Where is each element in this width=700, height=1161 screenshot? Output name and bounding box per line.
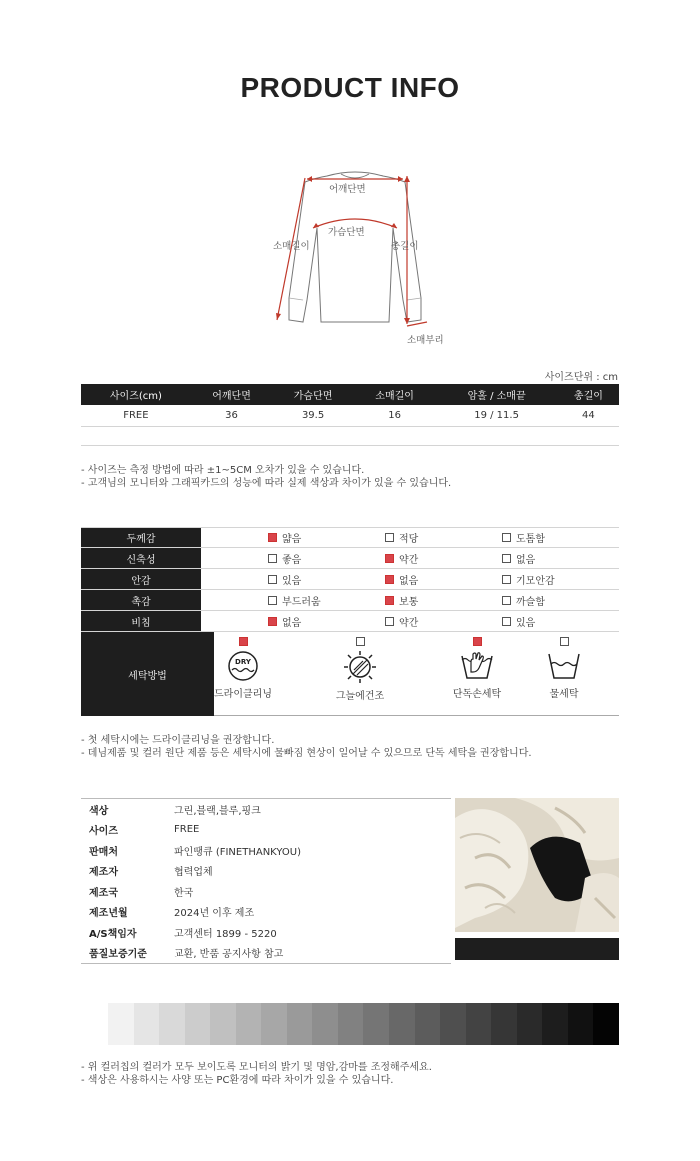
diagram-label-shoulder: 어깨단면 (329, 184, 366, 195)
color-chip (517, 1003, 543, 1045)
feature-option (502, 530, 619, 545)
feature-option (502, 614, 619, 629)
color-chip (440, 1003, 466, 1045)
feature-option (268, 593, 385, 608)
checkbox-icon (268, 617, 277, 626)
color-chip (542, 1003, 568, 1045)
checkbox-icon (385, 596, 394, 605)
washing-item (315, 632, 405, 702)
color-chip (312, 1003, 338, 1045)
note-line: - 색상은 사용하시는 사양 또는 PC환경에 따라 차이가 있을 수 있습니다. (81, 1075, 394, 1086)
feature-option (268, 530, 385, 545)
checkbox-icon (385, 533, 394, 542)
size-header-cell: 가슴단면 (272, 384, 354, 405)
washing-label: 세탁방법 (81, 632, 214, 716)
feature-row (81, 527, 619, 548)
info-row (81, 881, 451, 902)
feature-row (81, 590, 619, 611)
checkbox-icon (502, 554, 511, 563)
feature-option (268, 572, 385, 587)
size-cell: FREE (81, 405, 191, 426)
info-value: 고객센터 1899 - 5220 (174, 928, 277, 940)
info-key: 색상 (89, 805, 109, 817)
info-row (81, 902, 451, 923)
size-table (81, 384, 619, 427)
info-key: 제조년월 (89, 908, 128, 920)
info-value: 협력업체 (174, 867, 213, 879)
size-cell: 36 (191, 405, 273, 426)
feature-option-label: 있음 (282, 575, 302, 587)
diagram-label-sleeve: 소매길이 (273, 241, 310, 252)
diagram-label-cuff: 소매부리 (407, 335, 444, 346)
color-chip (159, 1003, 185, 1045)
feature-option (502, 572, 619, 587)
note-line: - 사이즈는 측정 방법에 따라 ±1~5CM 오차가 있을 수 있습니다. (81, 465, 365, 476)
washing-options (214, 632, 619, 715)
color-chip (363, 1003, 389, 1045)
washing-item-label: 물세탁 (549, 689, 579, 700)
info-row (81, 943, 451, 964)
washing-item (519, 632, 609, 700)
color-chip (134, 1003, 160, 1045)
checkbox-icon (502, 596, 511, 605)
info-value: 한국 (174, 887, 194, 899)
feature-row (81, 569, 619, 590)
checkbox-icon (385, 554, 394, 563)
feature-label: 두께감 (81, 528, 201, 547)
product-info-table (81, 798, 451, 964)
color-chip (210, 1003, 236, 1045)
checkbox-icon (502, 617, 511, 626)
color-chip (185, 1003, 211, 1045)
features-table (81, 527, 619, 716)
feature-option (268, 614, 385, 629)
feature-option (268, 551, 385, 566)
feature-options (201, 611, 619, 631)
color-chip (108, 1003, 134, 1045)
washing-item-label: 단독손세탁 (452, 689, 502, 700)
info-value: 파인땡큐 (FINETHANKYOU) (174, 846, 302, 858)
note-line: - 데님제품 및 컬러 원단 제품 등은 세탁시에 물빠짐 현상이 일어날 수 있으므로 단독 세탁을 권장합니다. (81, 748, 532, 759)
feature-label: 촉감 (81, 590, 201, 610)
info-value: 교환, 반품 공지사항 참고 (174, 949, 284, 961)
info-key: 품질보증기준 (89, 949, 147, 961)
feature-option (385, 530, 502, 545)
info-value: 2024년 이후 제조 (174, 908, 255, 920)
feature-option (502, 593, 619, 608)
feature-option-label: 부드러움 (282, 596, 321, 608)
info-key: 사이즈 (89, 826, 118, 838)
color-chip (338, 1003, 364, 1045)
feature-option-label: 없음 (399, 575, 419, 587)
note-line: - 첫 세탁시에는 드라이클리닝을 권장합니다. (81, 735, 275, 746)
size-notes (81, 464, 451, 490)
note-line: - 고객님의 모니터와 그래픽카드의 성능에 따라 실제 색상과 차이가 있을 수 있습니다. (81, 478, 452, 489)
info-row (81, 799, 451, 820)
checkbox-icon (268, 575, 277, 584)
feature-row (81, 611, 619, 632)
checkbox-icon (560, 637, 569, 646)
feature-option-label: 약간 (399, 554, 419, 566)
diagram-label-length: 총길이 (391, 241, 419, 252)
info-key: 판매처 (89, 846, 118, 858)
note-line: - 위 컬러칩의 컬러가 모두 보이도록 모니터의 밝기 및 명암,감마를 조정해주세요. (81, 1062, 432, 1073)
size-header-cell: 어깨단면 (191, 384, 273, 405)
shade-dry-icon (315, 650, 405, 684)
size-header-cell: 사이즈(cm) (81, 384, 191, 405)
product-photo (455, 798, 619, 932)
info-key: 제조국 (89, 887, 118, 899)
feature-label: 신축성 (81, 548, 201, 568)
hand-wash-icon (432, 650, 522, 682)
info-key: A/S책임자 (89, 928, 137, 940)
size-cell: 16 (354, 405, 436, 426)
wash-notes (81, 734, 532, 760)
checkbox-icon (502, 533, 511, 542)
size-unit: 사이즈단위 : cm (544, 372, 618, 383)
table-row (81, 405, 619, 426)
feature-options (201, 528, 619, 547)
info-row (81, 922, 451, 943)
feature-option (385, 593, 502, 608)
feature-label: 안감 (81, 569, 201, 589)
feature-option (385, 614, 502, 629)
feature-option (385, 572, 502, 587)
washing-item (198, 632, 288, 700)
feature-option (385, 551, 502, 566)
sweater-diagram (255, 148, 455, 348)
feature-option-label: 있음 (516, 617, 536, 629)
color-chip (491, 1003, 517, 1045)
feature-label: 비침 (81, 611, 201, 631)
color-chip-gradient (108, 1003, 619, 1045)
info-value: FREE (174, 824, 200, 836)
info-row (81, 840, 451, 861)
feature-options (201, 569, 619, 589)
color-chip (593, 1003, 619, 1045)
washing-item (432, 632, 522, 700)
feature-option-label: 적당 (399, 534, 419, 545)
info-row (81, 820, 451, 841)
dry-icon-text: DRY (235, 658, 251, 666)
size-header-cell: 암홀 / 소매끝 (435, 384, 557, 405)
washing-item-label: 그늘에건조 (335, 691, 385, 702)
size-header-cell: 소매길이 (354, 384, 436, 405)
feature-option-label: 약간 (399, 617, 419, 629)
checkbox-icon (268, 533, 277, 542)
feature-row (81, 548, 619, 569)
washing-item-label: 드라이클리닝 (214, 689, 272, 700)
size-table-header (81, 384, 619, 405)
color-chip (415, 1003, 441, 1045)
info-key: 제조자 (89, 867, 118, 879)
feature-option-label: 없음 (282, 617, 302, 629)
info-value: 그린,블랙,블루,핑크 (174, 805, 261, 817)
checkbox-icon (356, 637, 365, 646)
feature-option-label: 까슬함 (516, 596, 545, 608)
checkbox-icon (502, 575, 511, 584)
feature-option (502, 551, 619, 566)
feature-options (201, 548, 619, 568)
knit-texture-image (455, 798, 619, 932)
color-chip (466, 1003, 492, 1045)
color-chip (236, 1003, 262, 1045)
feature-option-label: 기모안감 (516, 575, 555, 587)
feature-option-label: 얇음 (282, 534, 302, 545)
feature-option-label: 도톰함 (516, 534, 545, 545)
water-wash-icon (519, 650, 609, 682)
checkbox-icon (268, 596, 277, 605)
color-chip (287, 1003, 313, 1045)
color-chip (389, 1003, 415, 1045)
checkbox-icon (385, 617, 394, 626)
size-cell: 39.5 (272, 405, 354, 426)
feature-option-label: 좋음 (282, 554, 302, 566)
checkbox-icon (385, 575, 394, 584)
checkbox-icon (473, 637, 482, 646)
color-chip (261, 1003, 287, 1045)
feature-option-label: 없음 (516, 554, 536, 566)
size-cell: 44 (558, 405, 619, 426)
size-table-empty-row (81, 426, 619, 446)
dry-clean-icon (198, 650, 288, 682)
page-title: PRODUCT INFO (240, 72, 460, 103)
feature-options (201, 590, 619, 610)
feature-option-label: 보통 (399, 596, 419, 608)
color-chip (568, 1003, 594, 1045)
photo-caption-bar (455, 938, 619, 960)
washing-row (81, 632, 619, 716)
info-row (81, 861, 451, 882)
size-cell: 19 / 11.5 (435, 405, 557, 426)
checkbox-icon (239, 637, 248, 646)
color-notes (81, 1061, 432, 1087)
size-header-cell: 총길이 (558, 384, 619, 405)
diagram-label-chest: 가슴단면 (328, 227, 365, 238)
checkbox-icon (268, 554, 277, 563)
